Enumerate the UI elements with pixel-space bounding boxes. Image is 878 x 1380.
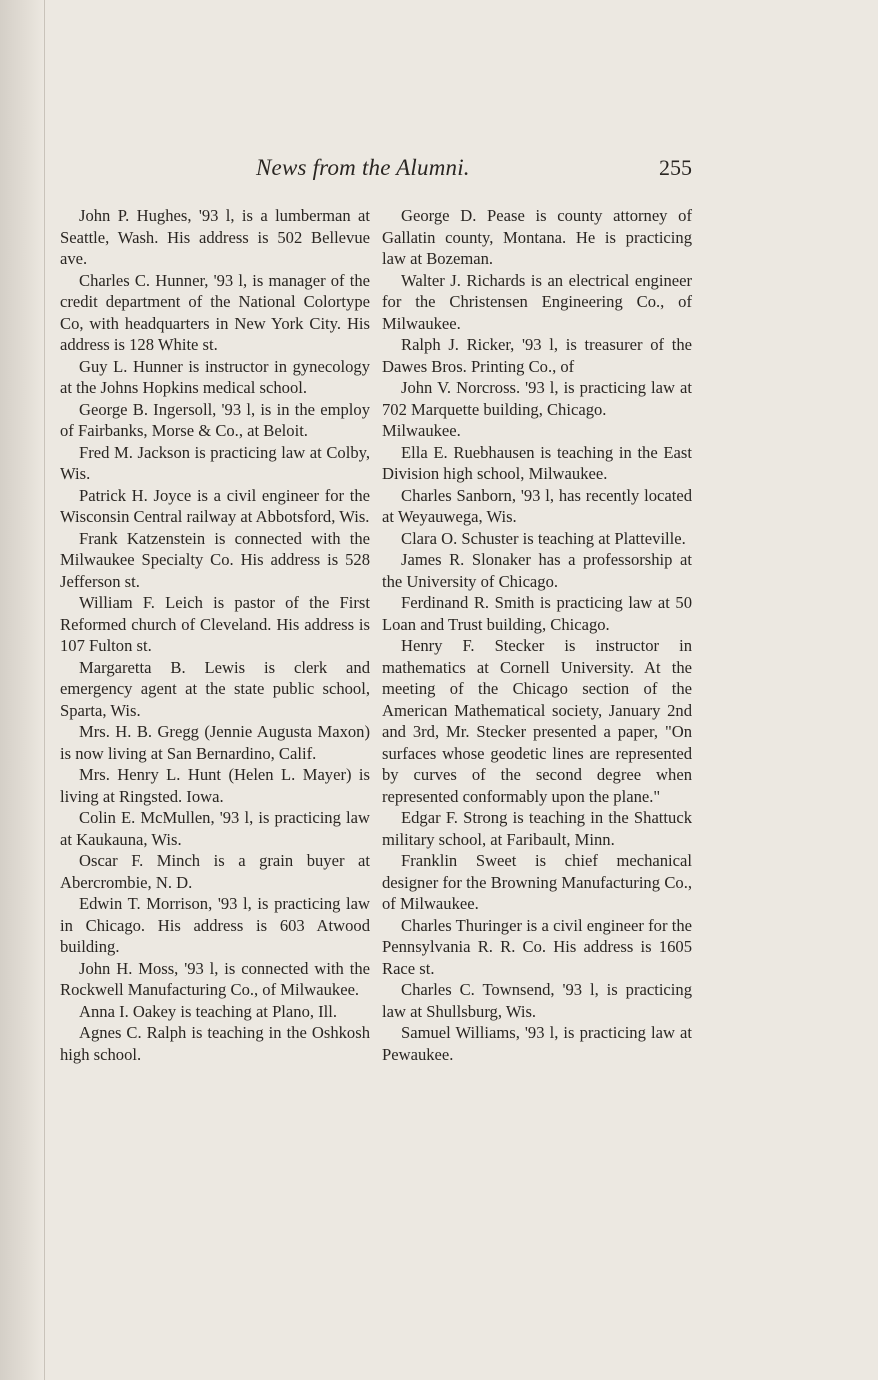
alumni-entry: Walter J. Richards is an electrical engineer for the Christensen Engineering Co., of Milwaukee. xyxy=(382,270,692,333)
alumni-entry: John H. Moss, '93 l, is connected with the Rockwell Manufacturing Co., of Milwaukee. xyxy=(60,958,370,999)
alumni-entry: Henry F. Stecker is instructor in mathematics at Cornell University. At the meeting of the Chicago section of the American Mathematical society, January 2nd and 3rd, Mr. Stecker presented a paper, "On surfaces whose geodetic lines are represented by curves of the second degree when represented conformably upon the plane." xyxy=(382,636,692,806)
page-header xyxy=(60,155,692,187)
alumni-entry: Franklin Sweet is chief mechanical designer for the Browning Manufacturing Co., of Milwaukee. xyxy=(382,851,692,913)
alumni-entry: George D. Pease is county attorney of Gallatin county, Montana. He is practicing law at Bozeman. xyxy=(382,206,692,268)
alumni-entry: Ralph J. Ricker, '93 l, is treasurer of the Dawes Bros. Printing Co., of xyxy=(382,335,692,376)
alumni-entry: Mrs. Henry L. Hunt (Helen L. Mayer) is living at Ringsted. Iowa. xyxy=(60,765,370,806)
alumni-entry: Fred M. Jackson is practicing law at Colby, Wis. xyxy=(60,442,370,483)
running-title: News from the Alumni. xyxy=(256,155,470,180)
gutter-edge xyxy=(44,0,45,1380)
alumni-entry: Guy L. Hunner is instructor in gynecology at the Johns Hopkins medical school. xyxy=(60,356,370,397)
alumni-entry: Margaretta B. Lewis is clerk and emergency agent at the state public school, Sparta, Wis. xyxy=(60,657,370,720)
left-column xyxy=(60,205,370,1065)
alumni-entry: Samuel Williams, '93 l, is practicing law at Pewaukee. xyxy=(382,1023,692,1064)
alumni-entry: Charles Sanborn, '93 l, has recently located at Weyauwega, Wis. xyxy=(382,485,692,526)
alumni-entry: Mrs. H. B. Gregg (Jennie Augusta Maxon) is now living at San Bernardino, Calif. xyxy=(60,722,370,763)
alumni-entry: John P. Hughes, '93 l, is a lumberman at Seattle, Wash. His address is 502 Bellevue ave. xyxy=(60,206,370,268)
alumni-entry: Charles C. Hunner, '93 l, is manager of the credit department of the National Colortype Co, with headquarters in New York City. His address is 128 White st. xyxy=(60,270,370,354)
alumni-entry: Frank Katzenstein is connected with the Milwaukee Specialty Co. His address is 528 Jefferson st. xyxy=(60,528,370,591)
right-column xyxy=(382,205,692,1065)
alumni-entry: Milwaukee. xyxy=(382,421,461,440)
alumni-entry: Oscar F. Minch is a grain buyer at Abercrombie, N. D. xyxy=(60,851,370,892)
alumni-entry: Edgar F. Strong is teaching in the Shattuck military school, at Faribault, Minn. xyxy=(382,808,692,849)
alumni-entry: Charles Thuringer is a civil engineer for the Pennsylvania R. R. Co. His address is 1605 Race st. xyxy=(382,915,692,978)
page-number: 255 xyxy=(659,155,692,180)
alumni-entry: Ferdinand R. Smith is practicing law at 50 Loan and Trust building, Chicago. xyxy=(382,593,692,634)
alumni-entry: Charles C. Townsend, '93 l, is practicing law at Shullsburg, Wis. xyxy=(382,980,692,1021)
binding-gutter xyxy=(0,0,44,1380)
alumni-entry: Patrick H. Joyce is a civil engineer for the Wisconsin Central railway at Abbotsford, Wis. xyxy=(60,485,370,526)
alumni-entry: Edwin T. Morrison, '93 l, is practicing law in Chicago. His address is 603 Atwood building. xyxy=(60,894,370,956)
alumni-entry: Colin E. McMullen, '93 l, is practicing law at Kaukauna, Wis. xyxy=(60,808,370,849)
alumni-entry: James R. Slonaker has a professorship at the University of Chicago. xyxy=(382,550,692,591)
alumni-entry: Clara O. Schuster is teaching at Platteville. xyxy=(401,528,686,548)
alumni-entry: Anna I. Oakey is teaching at Plano, Ill. xyxy=(79,1001,338,1021)
alumni-entry: John V. Norcross. '93 l, is practicing law at 702 Marquette building, Chicago. xyxy=(382,378,692,419)
alumni-entry: George B. Ingersoll, '93 l, is in the employ of Fairbanks, Morse & Co., at Beloit. xyxy=(60,399,370,440)
alumni-entry: William F. Leich is pastor of the First Reformed church of Cleveland. His address is 107 Fulton st. xyxy=(60,593,370,655)
alumni-entry: Agnes C. Ralph is teaching in the Oshkosh high school. xyxy=(60,1023,370,1064)
alumni-entry: Ella E. Ruebhausen is teaching in the East Division high school, Milwaukee. xyxy=(382,442,692,483)
